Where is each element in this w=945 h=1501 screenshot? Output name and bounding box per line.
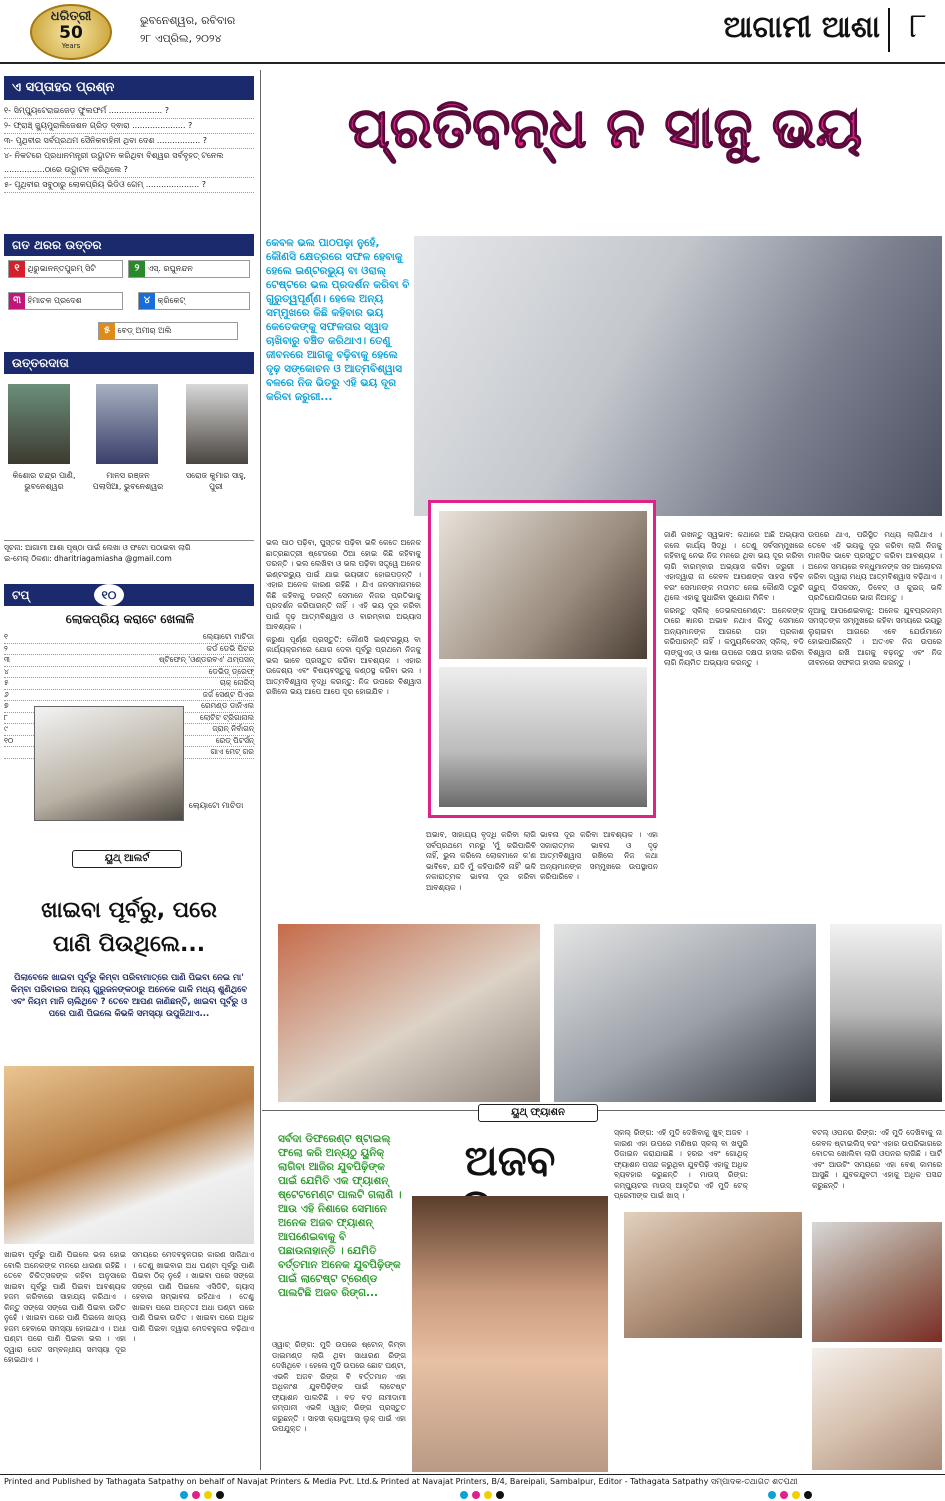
youth-fashion-tag: ୟୁଥ୍ ଫ୍ୟାଶନ	[478, 1104, 598, 1122]
health-photo	[4, 1066, 254, 1244]
health-headline-1: ଖାଇବା ପୂର୍ବରୁ, ପରେ	[41, 898, 217, 923]
health-intro: ପିଲାବେଳେ ଖାଇବା ପୂର୍ବରୁ କିମ୍ବା ପରିବାମାତ୍ରେ ପାଣି ପିଇବା ନେଇ ମା' କିମ୍ବା ପରିବାରର ଅନ୍ୟ ଗୁରୁଜନଙ୍କଠାରୁ ଅନେକେ ଗାଳି ମଧ୍ୟ ଶୁଣିଥିବେ ଏବଂ ନିୟମ ମାନି ଚାଲିଥିବେ ? ତେବେ ଆପଣ ଜାଣିଛନ୍ତି, ଖାଇବା ପୂର୍ବରୁ ଓ ପରେ ପାଣି ପିଇଲେ କିଭଳି ସମସ୍ୟା ଉପୁଜିଥାଏ...	[10, 973, 248, 1019]
quiz-title: ଏ ସପ୍ତାହର ପ୍ରଶ୍ନ	[4, 76, 254, 100]
registration-dot	[768, 1491, 776, 1499]
dateline	[140, 12, 290, 48]
registration-dot	[804, 1491, 812, 1499]
answerer-name: ସରୋଜ କୁମାର ସାହୁ,	[185, 471, 247, 480]
answerer-caption	[4, 470, 84, 492]
list-item: ୫ ଚାକ୍ ନୋରିସ୍	[4, 678, 254, 690]
answer-number: ୩	[9, 293, 25, 309]
list-item: ଗାଏ ମେଟ୍ ଗର	[4, 747, 254, 759]
submission-notice	[4, 540, 254, 564]
answer-text: ହିମାଚଳ ପ୍ରଦେଶ	[27, 296, 82, 305]
answer-4	[138, 292, 250, 310]
quiz-question: ୪- ନିକଟରେ ପ୍ରଧାନମନ୍ତ୍ରୀ ଉଦ୍ଘାଟନ କରିଥିବା ବିଶ୍ୱର ସର୍ବବୃହତ୍ ଟନେଲ ................ଠାରେ ଉଦ୍ଘାଟନ କରିଥିଲେ ?	[4, 149, 254, 178]
answerer-photo	[96, 384, 158, 464]
list-item: ୩ ଷ୍ଟିଫେନ୍ 'ଓଣ୍ଡରବଏ' ଥମ୍ପସନ୍	[4, 655, 254, 667]
logo-text: ଧରିତ୍ରୀ	[50, 9, 92, 24]
answerer-name: କିଶୋର ଚନ୍ଦ୍ର ପାଣି,	[12, 471, 76, 480]
answer-text: କ୍ରିକେଟ୍	[157, 296, 185, 305]
notice-text: ସୂଚନା: ଆଗାମୀ ଆଶା ପୃଷ୍ଠା ପାଇଁ ଲେଖା ଓ ଫଟୋ ପଠାଇବା ଲାଗି	[4, 543, 191, 552]
page-number: ୮	[909, 6, 927, 46]
main-col-3: ଉପରେ ଥାଏ, ପରିସ୍ଥିତ ମଧ୍ୟ ଲାଗିଥାଏ । ତେବେ ଏହି ଭୟକୁ ଦୂର କରିବା ଲାଗି ନିଜକୁ ମାନସିକ ଭାବେ ପ୍ରସ୍ତୁତ କରିବା ଆବଶ୍ୟକ । ଅନେକ ସମୟରେ ବନ୍ଧୁମାନଙ୍କ ସହ ଆଲୋଚନା କରିବା ଦ୍ୱାରା ମଧ୍ୟ ଆତ୍ମବିଶ୍ୱାସ ବଢ଼ିଥାଏ । ଗ୍ରୁପ୍ ଡିସକସନ୍, ଡିବେଟ୍ ଓ କୁଇଜ୍ ଭଳି ପ୍ରତିଯୋଗିତାରେ ଭାଗ ନିଅନ୍ତୁ । ନୂଆକୁ ଆପଣେଇବାକୁ: ଅନେକ ଯୁବପ୍ରଜନ୍ମ ସମସ୍ତଙ୍କ ସମ୍ମୁଖରେ କହିବା ସମୟରେ ଭୟରୁ ଲୁଚାଇବା ଆଗରେ ଏବେ ଯେଉଁମାନେ ହୋଇପାରିଛନ୍ତି । ଅତଏବ ନିଜ ଉପରେ ବିଶ୍ୱାସ ରଖି ଆଗକୁ ବଢ଼ନ୍ତୁ ଏବଂ ନିଜ ଜୀବନରେ ସଫଳତା ହାସଲ କରନ୍ତୁ ।	[808, 530, 942, 667]
photo-interview	[554, 924, 816, 1102]
registration-dot	[780, 1491, 788, 1499]
main-col-1: ଭଲ ପାଠ ପଢ଼ିବା, ପୁସ୍ତକ ପଢ଼ିବା ଭଳି କେତେ ଅନେକ ଛାତ୍ରଛାତ୍ରୀ ଷ୍ଟେଜରେ ଠିଆ ହୋଇ କିଛି କହିବାକୁ ଡରନ୍ତି । ଭଲ ଲେଖିବା ଓ ଭଲ ପଢ଼ିବା ସତ୍ତ୍ୱେ ଅନେକ ଇଣ୍ଟରଭ୍ୟୁ ପାଇଁ ଯାଇ ଭୟଭୀତ ହୋଇପଡ଼ନ୍ତି । ଏହାର ଅନେକ କାରଣ ରହିଛି । ଯିଏ ଜନସମାଗମରେ କିଛି କହିବାକୁ ଡରନ୍ତି ସେମାନେ ନିଜର ପ୍ରତିଭାକୁ ପ୍ରଦର୍ଶନ କରିପାରନ୍ତି ନାହିଁ । ଏହି ଭୟ ଦୂର କରିବା ପାଇଁ ଦୃଢ଼ ଆତ୍ମବିଶ୍ୱାସ ଓ ବାରମ୍ବାର ଅଭ୍ୟାସ ଆବଶ୍ୟକ । କରୁଣା ପୂର୍ଣ୍ଣ ପ୍ରସ୍ତୁତି: କୌଣସି ଇଣ୍ଟରଭ୍ୟୁ ବା କାର୍ଯ୍ୟକ୍ରମରେ ଯୋଗ ଦେବା ପୂର୍ବରୁ ପ୍ରଥମେ ନିଜକୁ ଭଲ ଭାବେ ପ୍ରସ୍ତୁତ କରିବା ଆବଶ୍ୟକ । ଏହାର ଉଦ୍ଦେଶ୍ୟ ଏବଂ ବିଷୟବସ୍ତୁକୁ କଣ୍ଠସ୍ଥ କରିବା ଭଲ । ଆତ୍ମବିଶ୍ୱାସ ବୃଦ୍ଧି କରନ୍ତୁ: ନିଜ ଉପରେ ବିଶ୍ୱାସ ରଖିଲେ ଭୟ ଆପେ ଆପେ ଦୂର ହୋଇଯିବ ।	[266, 538, 421, 696]
answerer-name: ମାନସ ରଞ୍ଜନ	[106, 471, 150, 480]
fashion-col-2: ସ୍କଲ୍ ରିଙ୍ଗ: ଏହି ମୁଦି ଦେଖିବାକୁ ଖୁବ୍ ଅଜବ । କାରଣ ଏହା ଉପରେ ମଣିଷର ସ୍କଲ୍ ବା ଖପୁରି ଡିଜାଇନ କରାଯାଇଛି । ହରର ଏବଂ ଗୋଥିକ୍ ଫ୍ୟାଶନ ପସନ୍ଦ କରୁଥିବା ଯୁବପିଢ଼ି ଏହାକୁ ଅଧିକ ବ୍ୟବହାର କରୁଛନ୍ତି । ମାଉସ୍ ରିଙ୍ଗ: କମ୍ପ୍ୟୁଟର ମାଉସ୍ ଆକୃତିର ଏହି ମୁଦି ଟେକ୍ ପ୍ରେମୀଙ୍କ ପାଇଁ ଖାସ୍ ।	[614, 1128, 748, 1200]
logo-years: 50	[59, 23, 83, 43]
city-day: ଭୁବନେଶ୍ୱର, ରବିବାର	[140, 14, 236, 27]
section-title: ଆଗାମୀ ଆଶା	[723, 10, 880, 45]
answerer-caption	[176, 470, 256, 492]
answer-text: ଏସ୍. ରଘୁନନ୍ଦନ	[147, 264, 193, 273]
masthead	[0, 0, 945, 64]
column-divider	[260, 70, 261, 1470]
answerer-photo	[8, 384, 70, 464]
fashion-photo-skull-ring	[624, 1212, 802, 1338]
registration-dot	[484, 1491, 492, 1499]
answer-text: ବେଡ଼୍ ଅମୀର୍ ଅଲି	[117, 326, 172, 335]
email-text[interactable]: ଇ-ମେଲ୍ ଠିକଣା: dharitriagamiasha @gmail.com	[4, 553, 172, 563]
quiz-question: ୨- ଫ୍ରାଞ୍ଚ୍ ଜ୍ୟୁମୁରାଲିଜେଶନ ଗ୍ରିଡ଼ ଦ୍ଵାରା ..................... ?	[4, 119, 254, 134]
registration-dot	[204, 1491, 212, 1499]
quiz-question: ୧- ସିମ୍ପ୍ୟୁଟେରାଇଜେଡ଼ ଫୁଲଫର୍ମ ..................... ?	[4, 104, 254, 119]
main-intro: କେବଳ ଭଲ ପାଠପଢ଼ା ନୁହେଁ, କୌଣସି କ୍ଷେତ୍ରରେ ସଫଳ ହେବାକୁ ହେଲେ ଇଣ୍ଟରଭ୍ୟୁ ବା ଓରାଲ୍ ଟେଷ୍ଟରେ ଭଲ ପ୍ରଦର୍ଶନ କରିବା ବି ଗୁରୁତ୍ୱପୂର୍ଣ୍ଣ। ହେଲେ ଅନ୍ୟ ସମ୍ମୁଖରେ କିଛି କହିବାର ଭୟ କେତେକଙ୍କୁ ସଫଳତାର ସ୍ୱାଦ ଚାଖିବାରୁ ବଞ୍ଚିତ କରିଥାଏ। ତେଣୁ ଜୀବନରେ ଆଗକୁ ବଢ଼ିବାକୁ ହେଲେ ଦୃଢ଼ ସଙ୍କୋଚନ ଓ ଆତ୍ମବିଶ୍ୱାସ ବଳରେ ନିଜ ଭିତରୁ ଏହି ଭୟ ଦୂର କରିବା ଜରୁରୀ...	[266, 237, 410, 403]
list-item: ୬ ଜର୍ଜ ସେଣ୍ଟ ପିଏର	[4, 690, 254, 702]
print-registration-marks	[0, 1489, 945, 1501]
answer-3	[8, 292, 123, 310]
date: ୨୮ ଏପ୍ରିଲ, ୨୦୨୪	[140, 32, 222, 45]
main-headline: ପ୍ରତିବନ୍ଧ ନ ସାଜୁ ଭୟ	[347, 96, 863, 161]
section-rule	[262, 1110, 945, 1111]
top10-banner	[4, 584, 254, 606]
logo-years-sub: Years	[61, 42, 81, 50]
fashion-photo-watch-ring	[812, 1348, 942, 1470]
photo-woman-worried	[278, 924, 540, 1102]
answerer-caption	[86, 470, 170, 492]
list-item: ୮ ଲୋଟିଟ ଟ୍ରିଗାନାଲ	[4, 713, 254, 725]
list-item: ୧ ଲ୍ୟୋଟୋ ମାଚିଡା	[4, 632, 254, 644]
answerer-place: ପୁରୀ	[209, 482, 223, 491]
answer-text: ଥିରୁଭାନନ୍ତପୁରମ୍ ସିଟି	[27, 264, 96, 273]
answer-number: ୫	[99, 323, 115, 339]
health-col-1: ଖାଇବା ପୂର୍ବରୁ ପାଣି ପିଇଲେ ଭଲ ହୋଇ ବୋଲି ଅନେକଙ୍କ ମନରେ ଧାରଣା ରହିଛି । ତେବେ ଚିକିତ୍ସକଙ୍କ କହିବା ଅନୁସାରେ ଖାଇବା ପୂର୍ବରୁ ପାଣି ପିଇବା ଆବଶ୍ୟକ ହଜମ କରିବାରେ ସାହାଯ୍ୟ କରିଥାଏ । କିନ୍ତୁ ସଙ୍ଗେ ସଙ୍ଗେ ପାଣି ପିଇବା ଉଚିତ ନୁହେଁ । ଖାଇବା ପରେ ପାଣି ପିଇଲେ ଖାଦ୍ୟ ହଜମ ହେବାରେ ସମସ୍ୟା ହୋଇଥାଏ । ଅଧା ଘଣ୍ଟା ପରେ ପାଣି ପିଇବା ଭଲ । ଏହା ଦ୍ୱାରା ପେଟ ସମ୍ବନ୍ଧୀୟ ସମସ୍ୟା ଦୂର ହୋଇଥାଏ ।	[4, 1250, 126, 1364]
main-bottom-col-1: ଅଭାବ, ସାହାଯ୍ୟ ବୃଦ୍ଧି କରିବା ଲାଗି ସର୍ବପ୍ରଥମେ ମନରୁ 'ମୁଁ କରିପାରିବି ନାହିଁ, ଭୁଲ କରିଲେ ଲୋକମାନେ କ'ଣ ଭାବିବେ, ଯଦି ମୁଁ କହିପାରିବି ନାହିଁ' ଭଳି ନକାରାତ୍ମକ ଭାବନା ଦୂର କରିବା ଆବଶ୍ୟକ ।	[426, 830, 536, 892]
quiz-question: ୩- ପୃଥିବୀର ସର୍ବପ୍ରଥମ ସୈନିକବାହିନୀ ଥିବା ଦେଶ ................. ?	[4, 134, 254, 149]
section-divider	[888, 8, 890, 52]
top10-title: ଲୋକପ୍ରିୟ କରାଟେ ଖେଳାଳି	[65, 612, 195, 626]
karate-photo	[34, 706, 184, 821]
health-col-2: ସମୟରେ ମେଦବହୁଳତାର କାରଣ ସାଜିଥାଏ । ତେଣୁ ଖାଇବାର ଅଧ ଘଣ୍ଟା ପୂର୍ବରୁ ପାଣି ପିଇବା ଠିକ୍ ନୁହେଁ । ଖାଇବା ପରେ ସଙ୍ଗେ ସଙ୍ଗେ ପାଣି ପିଇଲେ ଏସିଡିଟି, ଗ୍ୟାସ୍ ହେବାର ସମ୍ଭାବନା ରହିଥାଏ । ତେଣୁ ଖାଇବା ପରେ ଅନ୍ତତଃ ଅଧା ଘଣ୍ଟା ପରେ ପାଣି ପିଇବା ଉଚିତ । ଖାଇବା ପରେ ଅଧିକ ପାଣି ପିଇବା ଦ୍ୱାରା ମେଦବହୁଳତା ବଢ଼ିଥାଏ ।	[132, 1250, 254, 1343]
fashion-col-3: ବଟଲ୍ ଓପନର ରିଙ୍ଗ: ଏହି ମୁଦି ଦେଖିବାକୁ ନା କେବଳ ଷ୍ଟାଇଲିସ୍ ବରଂ ଏହାର ଉପରିଭାଗରେ ବୋତଲ ଖୋଲିବା ଲାଗି ଓପନର ଲାଗିଛି । ପାର୍ଟି ଏବଂ ଆଉଟିଂ ସମୟରେ ଏହା ବେଶ୍ କାମରେ ଆସୁଛି । ଯୁବକଯୁବତୀ ଏହାକୁ ଅଧିକ ପସନ୍ଦ କରୁଛନ୍ତି ।	[812, 1128, 942, 1190]
answer-number: ୨	[129, 261, 145, 277]
registration-dot	[216, 1491, 224, 1499]
answerer-place: ପଲାସିଆ, ଭୁବନେଶ୍ୱର	[92, 482, 164, 491]
fashion-col-1: ଓ୍ୱାଚ୍ ରିଙ୍ଗ: ମୁଦି ଉପରେ ଷ୍ଟୋନ୍ କିମ୍ବା ଡାଇମଣ୍ଡ ଲାଗି ଥିବା ସାଧାରଣ ରିଙ୍ଗ ଦେଖିଥିବେ । ହେଲେ ମୁଦି ଉପରେ ଛୋଟ ଘଣ୍ଟା, ଏଭଳି ଅଜବ ରିଙ୍ଗ ବି ବର୍ତ୍ତମାନ ଏହା ଅଧିକାଂଶ ଯୁବପିଢ଼ିଙ୍କ ପାଇଁ ଲାଟେଷ୍ଟ ଫ୍ୟାଶନ ପାଲଟିଛି । ବଡ଼ ବଡ଼ ନାମୀଦାମୀ କମ୍ପାନୀ ଏଭଳି ଓ୍ୱାଚ୍ ରିଙ୍ଗ ପ୍ରସ୍ତୁତ କରୁଛନ୍ତି । ସାହସୀ କ୍ୟାଜୁଆଲ୍ ଲୁକ୍ ପାଇଁ ଏହା ଉପଯୁକ୍ତ ।	[272, 1340, 406, 1433]
registration-dot	[180, 1491, 188, 1499]
answer-2	[128, 260, 250, 278]
quiz-questions	[4, 104, 254, 193]
list-item: ୭ ରେମଣ୍ଡ ଡାନିଏଲ	[4, 701, 254, 713]
youth-alert-tag: ୟୁଥ୍ ଆଲର୍ଟ	[72, 850, 182, 868]
list-item: ୧୦ ରେଡ୍ ପିଟର୍ସନ୍	[4, 736, 254, 748]
inset-photo-audience	[439, 667, 647, 807]
quiz-question: ୫- ପୃଥିବୀର ସବୁଠାରୁ ଲୋକପ୍ରିୟ ଭିଡିଓ ଗେମ୍ ..................... ?	[4, 178, 254, 193]
left-column	[0, 70, 258, 1475]
answerer-photo	[186, 384, 248, 464]
answer-1	[8, 260, 123, 278]
top10-label: ଟପ୍	[12, 588, 30, 602]
answer-number: ୪	[139, 293, 155, 309]
fashion-headline: ଅଜବ	[464, 1136, 556, 1185]
answer-5	[98, 322, 238, 340]
list-item: ୪ ଡେଭିଡ୍ ଡ୍ରେଫ୍	[4, 667, 254, 679]
main-col-2: ଜାଣି ରଖନ୍ତୁ ସ୍ୱଭାବ: କଥାରେ ଅଛି ଅଭ୍ୟାସ କଲେ କାର୍ଯ୍ୟ ସିଦ୍ଧି । ତେଣୁ ସର୍ବସମ୍ମୁଖରେ କହିବାକୁ ନେଇ ନିଜ ମନରେ ଥିବା ଭୟ ଦୂର କରିବା ଲାଗି ବାରମ୍ବାର ଅଭ୍ୟାସ କରିବା ଜରୁରୀ । ଏହାଦ୍ୱାରା ନା କେବଳ ଆପଣଙ୍କ ସାହସ ବଢ଼ିବ ବରଂ ସେମାନଙ୍କ ମତାମତ ନେଇ କୌଣସି ତ୍ରୁଟି ଥିଲେ ଏହାକୁ ସୁଧାରିବା ସୁଯୋଗ ମିଳିବ । କରନ୍ତୁ ସ୍କିଲ୍ ଡେଭଲପମେଣ୍ଟ: ଅନେକଙ୍କ ଠାରେ ଜ୍ଞାନର ଅଭାବ ନଥାଏ କିନ୍ତୁ ସେମାନେ ଅନ୍ୟମାନଙ୍କ ଆଗରେ ତାହା ପ୍ରକାଶ କରିପାରନ୍ତି ନାହିଁ । କମ୍ୟୁନିକେସନ୍ ସ୍କିଲ୍, ବଡି ଲାଙ୍ଗୁଏଜ୍ ଓ ଭାଷା ଉପରେ ଦକ୍ଷତା ହାସଲ କରିବା ଲାଗି ନିୟମିତ ଅଭ୍ୟାସ କରନ୍ତୁ ।	[664, 530, 804, 667]
answerer-place: ଭୁବନେଶ୍ୱର	[24, 482, 64, 491]
photo-nervous-speaker	[830, 924, 942, 1102]
answers-title: ଗତ ଥରର ଉତ୍ତର	[4, 234, 254, 256]
karate-caption: ଲ୍ୟୋଟୋ ମାଚିଡା	[188, 801, 244, 810]
footer-imprint: Printed and Published by Tathagata Satpathy on behalf of Navajat Printers & Media Pvt. Ltd.& Printed at Navajat Printers, B/4, Bareipali, Sambalpur, Editor - Tathagata Satpathy ସମ୍ପାଦକ-ତଥାଗତ ଶତପଥୀ	[0, 1474, 945, 1488]
answerers-title: ଉତ୍ତରଦାତା	[4, 352, 254, 374]
fashion-intro: ସର୍ବଦା ଡିଫରେଣ୍ଟ ଷ୍ଟାଇଲ୍ ଫଲୋ କରି ଅନ୍ୟଠୁ ୟୁନିକ୍ ଲାଗିବା ଆଜିର ଯୁବପିଢ଼ିଙ୍କ ପାଇଁ ଯେମିତି ଏକ ଫ୍ୟାଶନ୍ ଷ୍ଟେଟମେଣ୍ଟ ପାଲଟି ଗଲାଣି । ଆଉ ଏହି ନିଶାରେ ସେମାନେ ଅନେକ ଅଜବ ଫ୍ୟାଶନ୍ ଆପଣେଇବାକୁ ବି ପଛାଉନାହାନ୍ତି । ଯେମିତି ବର୍ତ୍ତମାନ ଅନେକ ଯୁବପିଢ଼ିଙ୍କ ପାଇଁ ଲାଟେଷ୍ଟ ଟ୍ରେଣ୍ଡ ପାଲଟିଛି ଅଜବ ରିଙ୍ଗ...	[278, 1133, 402, 1299]
main-photo-presenter	[414, 236, 942, 516]
inset-photo-frame	[428, 500, 656, 818]
registration-dot	[472, 1491, 480, 1499]
top10-number: ୧୦	[94, 584, 124, 606]
registration-dot	[460, 1491, 468, 1499]
main-bottom-col-2: ଭାବନା ଦୂର କରିବା ଆବଶ୍ୟକ । ଏହା ସକାରାତ୍ମକ ଭାବନା ଓ ଦୃଢ଼ ଆତ୍ମବିଶ୍ୱାସ ରଖିଲେ ନିଜ କଥା ଅନ୍ୟମାନଙ୍କ ସମ୍ମୁଖରେ ଉପସ୍ଥାପନ କରିପାରିବେ ।	[540, 830, 658, 881]
fashion-photo-woman	[412, 1196, 608, 1472]
answer-number: ୧	[9, 261, 25, 277]
list-item: ୯ ଜ୍ରାନ୍ ନିର୍ବାଗନ୍	[4, 724, 254, 736]
registration-dot	[792, 1491, 800, 1499]
registration-dot	[192, 1491, 200, 1499]
registration-dot	[496, 1491, 504, 1499]
health-headline-2: ପାଣି ପିଉଥିଲେ...	[52, 932, 206, 957]
logo	[30, 4, 112, 60]
fashion-photo-bottle-ring	[812, 1222, 942, 1342]
inset-photo-stressed	[439, 511, 647, 659]
list-item: ୨ କର୍ଡ ଡେଭି ପିଟର	[4, 644, 254, 656]
